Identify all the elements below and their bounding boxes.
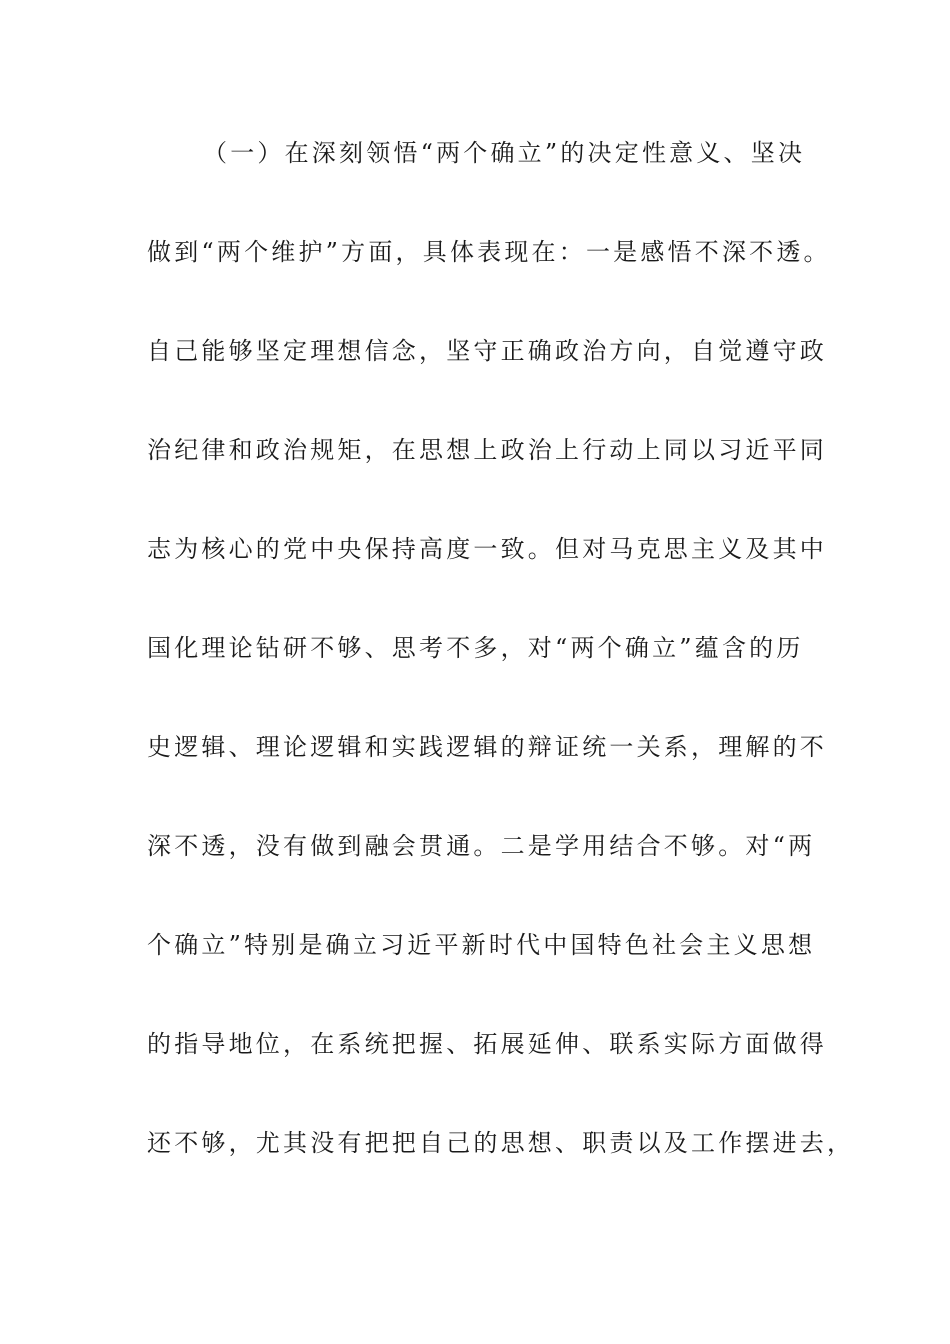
paragraph-line: 的指导地位，在系统把握、拓展延伸、联系实际方面做得 <box>147 1030 827 1058</box>
body-paragraph <box>147 126 855 1215</box>
paragraph-line: 做到“两个维护”方面，具体表现在：一是感悟不深不透。 <box>147 238 831 266</box>
paragraph-line: 自己能够坚定理想信念，坚守正确政治方向，自觉遵守政 <box>147 337 827 365</box>
paragraph-line: 史逻辑、理论逻辑和实践逻辑的辩证统一关系，理解的不 <box>147 733 827 761</box>
paragraph-line: 个确立”特别是确立习近平新时代中国特色社会主义思想 <box>147 931 816 959</box>
paragraph-line: 志为核心的党中央保持高度一致。但对马克思主义及其中 <box>147 535 827 563</box>
paragraph-line: （一）在深刻领悟“两个确立”的决定性意义、坚决 <box>203 139 806 167</box>
paragraph-line: 还不够，尤其没有把把自己的思想、职责以及工作摆进去， <box>147 1129 855 1157</box>
paragraph-line: 治纪律和政治规矩，在思想上政治上行动上同以习近平同 <box>147 436 827 464</box>
paragraph-line: 深不透，没有做到融会贯通。二是学用结合不够。对“两 <box>147 832 816 860</box>
paragraph-line: 国化理论钻研不够、思考不多，对“两个确立”蕴含的历 <box>147 634 804 662</box>
